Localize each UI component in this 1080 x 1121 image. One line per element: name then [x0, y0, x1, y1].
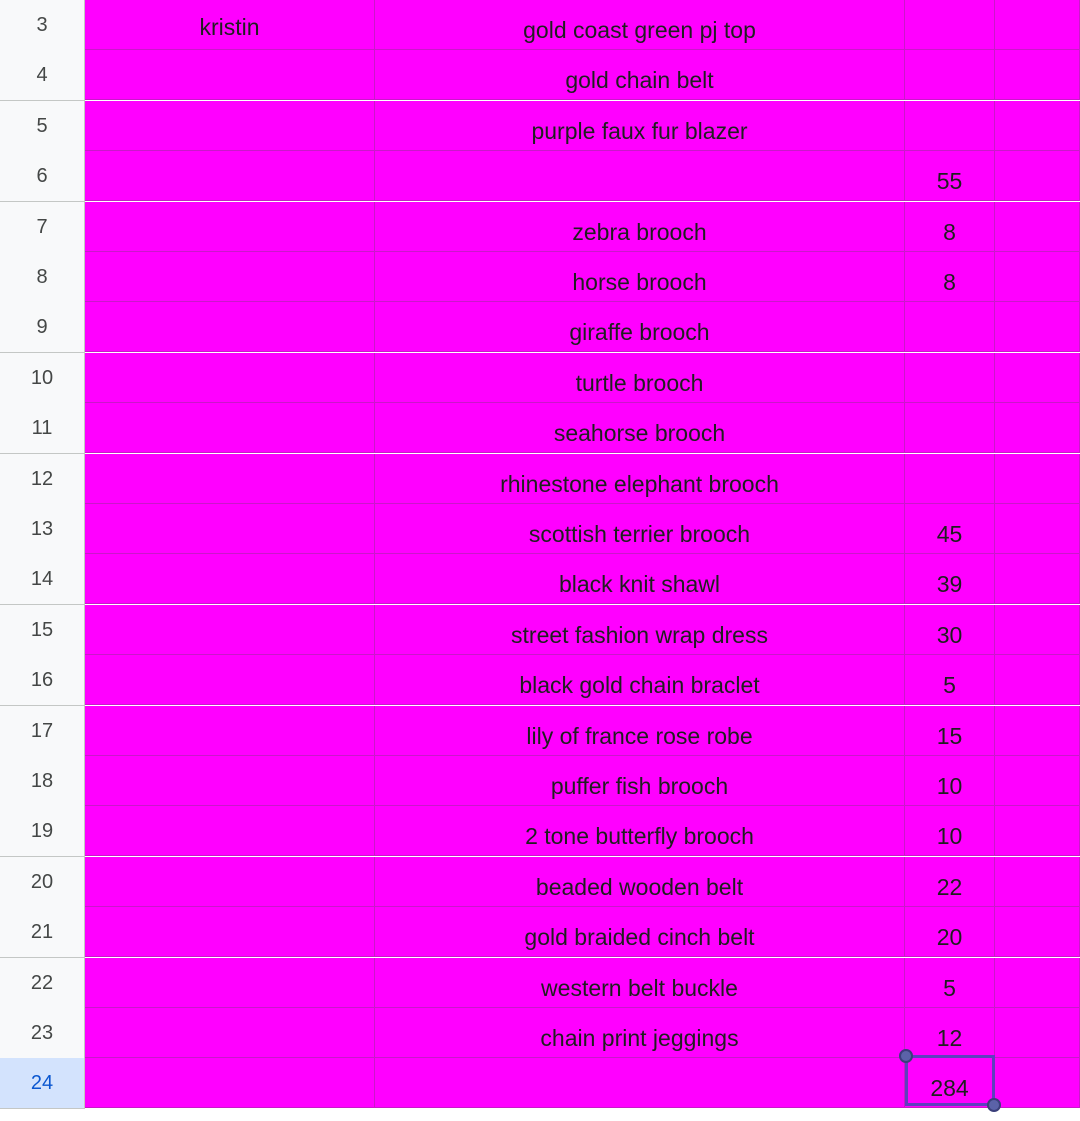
selection-handle-top-left[interactable]	[899, 1049, 913, 1063]
quantity-cell[interactable]	[905, 0, 995, 50]
name-cell[interactable]	[85, 706, 375, 756]
quantity-cell[interactable]: 30	[905, 605, 995, 655]
row-number-header[interactable]: 24	[0, 1058, 85, 1109]
quantity-cell[interactable]	[905, 353, 995, 403]
empty-cell[interactable]	[995, 252, 1080, 302]
item-cell[interactable]	[375, 1058, 905, 1108]
row-number-header[interactable]: 9	[0, 302, 85, 353]
empty-cell[interactable]	[995, 706, 1080, 756]
table-row	[0, 454, 1080, 505]
item-cell[interactable]: rhinestone elephant brooch	[375, 454, 905, 504]
table-row	[0, 806, 1080, 857]
name-cell[interactable]	[85, 302, 375, 352]
quantity-cell[interactable]: 8	[905, 202, 995, 252]
table-row	[0, 605, 1080, 656]
name-cell[interactable]	[85, 1008, 375, 1058]
table-row	[0, 403, 1080, 454]
quantity-cell[interactable]: 5	[905, 655, 995, 705]
table-row	[0, 202, 1080, 253]
quantity-cell[interactable]: 5	[905, 958, 995, 1008]
quantity-cell[interactable]: 20	[905, 907, 995, 957]
item-cell[interactable]: black gold chain braclet	[375, 655, 905, 705]
name-cell[interactable]	[85, 504, 375, 554]
item-cell[interactable]: lily of france rose robe	[375, 706, 905, 756]
row-number-header[interactable]: 7	[0, 202, 85, 253]
row-number-header[interactable]: 23	[0, 1008, 85, 1059]
row-number-header[interactable]: 15	[0, 605, 85, 656]
empty-cell[interactable]	[995, 302, 1080, 352]
empty-cell[interactable]	[995, 1008, 1080, 1058]
row-number-header[interactable]: 4	[0, 50, 85, 101]
empty-cell[interactable]	[995, 403, 1080, 453]
name-cell[interactable]	[85, 353, 375, 403]
row-number-header[interactable]: 10	[0, 353, 85, 404]
quantity-cell[interactable]: 10	[905, 806, 995, 856]
empty-cell[interactable]	[995, 756, 1080, 806]
row-number-header[interactable]: 11	[0, 403, 85, 454]
empty-cell[interactable]	[995, 958, 1080, 1008]
table-row	[0, 0, 1080, 51]
name-cell[interactable]: kristin	[85, 0, 375, 50]
table-row	[0, 756, 1080, 807]
row-number-header[interactable]: 19	[0, 806, 85, 857]
empty-cell[interactable]	[995, 605, 1080, 655]
row-number-header[interactable]: 20	[0, 857, 85, 908]
item-cell[interactable]: puffer fish brooch	[375, 756, 905, 806]
row-number-header[interactable]: 8	[0, 252, 85, 303]
item-cell[interactable]: black knit shawl	[375, 554, 905, 604]
row-number-header[interactable]: 13	[0, 504, 85, 555]
quantity-cell[interactable]: 8	[905, 252, 995, 302]
item-cell[interactable]: beaded wooden belt	[375, 857, 905, 907]
name-cell[interactable]	[85, 101, 375, 151]
table-row	[0, 252, 1080, 303]
quantity-cell[interactable]: 15	[905, 706, 995, 756]
empty-cell[interactable]	[995, 655, 1080, 705]
quantity-cell[interactable]: 45	[905, 504, 995, 554]
table-row	[0, 50, 1080, 101]
name-cell[interactable]	[85, 655, 375, 705]
item-cell[interactable]: seahorse brooch	[375, 403, 905, 453]
table-row	[0, 655, 1080, 706]
row-number-header[interactable]: 22	[0, 958, 85, 1009]
row-number-header[interactable]: 12	[0, 454, 85, 505]
row-number-header[interactable]: 14	[0, 554, 85, 605]
empty-cell[interactable]	[995, 0, 1080, 50]
quantity-cell[interactable]	[905, 101, 995, 151]
item-cell[interactable]: gold coast green pj top	[375, 0, 905, 50]
item-cell[interactable]: horse brooch	[375, 252, 905, 302]
name-cell[interactable]	[85, 605, 375, 655]
quantity-cell[interactable]: 22	[905, 857, 995, 907]
item-cell[interactable]: gold chain belt	[375, 50, 905, 100]
item-cell[interactable]: chain print jeggings	[375, 1008, 905, 1058]
quantity-cell[interactable]	[905, 403, 995, 453]
table-row	[0, 706, 1080, 757]
empty-cell[interactable]	[995, 454, 1080, 504]
table-row	[0, 958, 1080, 1009]
item-cell[interactable]: turtle brooch	[375, 353, 905, 403]
name-cell[interactable]	[85, 806, 375, 856]
table-row	[0, 857, 1080, 908]
table-row	[0, 504, 1080, 555]
table-row	[0, 151, 1080, 202]
row-number-header[interactable]: 3	[0, 0, 85, 51]
name-cell[interactable]	[85, 151, 375, 201]
empty-cell[interactable]	[995, 1058, 1080, 1108]
quantity-cell[interactable]: 10	[905, 756, 995, 806]
empty-cell[interactable]	[995, 504, 1080, 554]
table-row	[0, 101, 1080, 152]
name-cell[interactable]	[85, 958, 375, 1008]
row-number-header[interactable]: 6	[0, 151, 85, 202]
empty-cell[interactable]	[995, 353, 1080, 403]
name-cell[interactable]	[85, 554, 375, 604]
item-cell[interactable]: giraffe brooch	[375, 302, 905, 352]
item-cell[interactable]: zebra brooch	[375, 202, 905, 252]
quantity-cell[interactable]: 55	[905, 151, 995, 201]
row-number-header[interactable]: 18	[0, 756, 85, 807]
empty-cell[interactable]	[995, 857, 1080, 907]
quantity-cell[interactable]: 12	[905, 1008, 995, 1058]
empty-cell[interactable]	[995, 151, 1080, 201]
table-row	[0, 554, 1080, 605]
quantity-cell[interactable]	[905, 50, 995, 100]
item-cell[interactable]: purple faux fur blazer	[375, 101, 905, 151]
name-cell[interactable]	[85, 907, 375, 957]
empty-cell[interactable]	[995, 101, 1080, 151]
name-cell[interactable]	[85, 454, 375, 504]
selection-handle-bottom-right[interactable]	[987, 1098, 1001, 1112]
item-cell[interactable]: street fashion wrap dress	[375, 605, 905, 655]
item-cell[interactable]: gold braided cinch belt	[375, 907, 905, 957]
name-cell[interactable]	[85, 756, 375, 806]
table-row	[0, 353, 1080, 404]
item-cell[interactable]	[375, 151, 905, 201]
empty-cell[interactable]	[995, 907, 1080, 957]
name-cell[interactable]	[85, 1058, 375, 1108]
quantity-cell[interactable]	[905, 302, 995, 352]
name-cell[interactable]	[85, 252, 375, 302]
name-cell[interactable]	[85, 857, 375, 907]
row-number-header[interactable]: 16	[0, 655, 85, 706]
table-row	[0, 1008, 1080, 1059]
table-row	[0, 302, 1080, 353]
name-cell[interactable]	[85, 202, 375, 252]
empty-cell[interactable]	[995, 202, 1080, 252]
name-cell[interactable]	[85, 50, 375, 100]
table-row	[0, 1058, 1080, 1109]
empty-cell[interactable]	[995, 50, 1080, 100]
row-number-header[interactable]: 21	[0, 907, 85, 958]
item-cell[interactable]: scottish terrier brooch	[375, 504, 905, 554]
quantity-cell[interactable]	[905, 454, 995, 504]
total-cell[interactable]: 284	[905, 1058, 995, 1108]
quantity-cell[interactable]: 39	[905, 554, 995, 604]
table-row	[0, 907, 1080, 958]
row-number-header[interactable]: 5	[0, 101, 85, 152]
empty-cell[interactable]	[995, 806, 1080, 856]
item-cell[interactable]: 2 tone butterfly brooch	[375, 806, 905, 856]
row-number-header[interactable]: 17	[0, 706, 85, 757]
item-cell[interactable]: western belt buckle	[375, 958, 905, 1008]
name-cell[interactable]	[85, 403, 375, 453]
empty-cell[interactable]	[995, 554, 1080, 604]
